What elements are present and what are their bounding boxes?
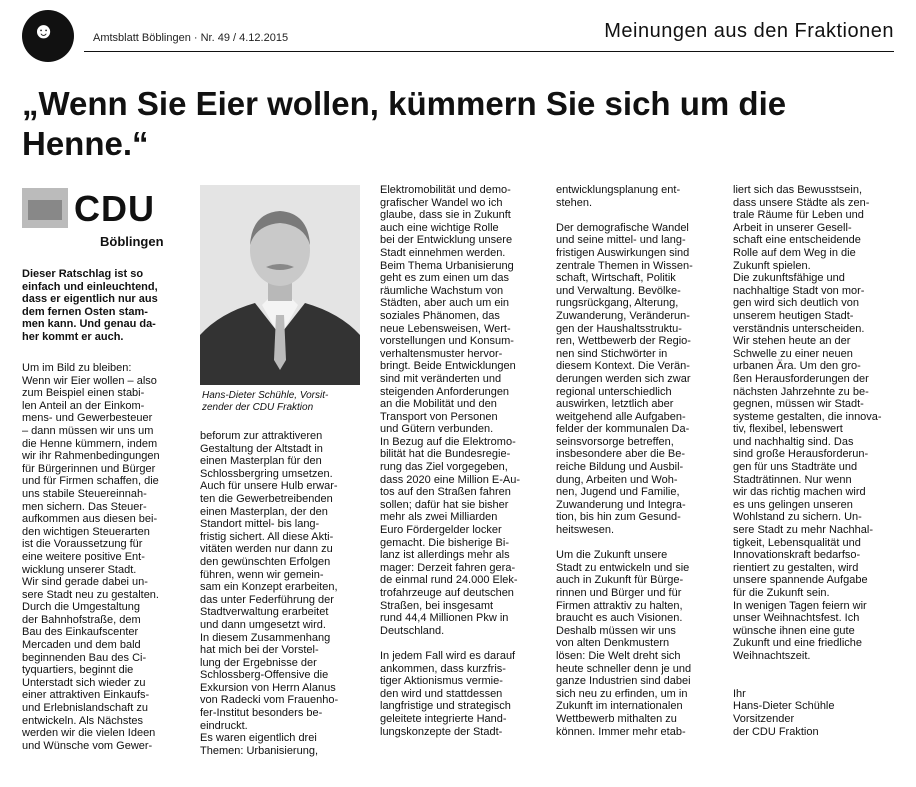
- photo-caption: Hans-Dieter Schühle, Vorsit- zender der CDU Fraktion: [202, 390, 329, 413]
- building-image: [22, 188, 68, 228]
- party-place: Böblingen: [100, 234, 164, 249]
- column-4-text: entwicklungsplanung ent- stehen. Der demografische Wandel und seine mittel- und lang- fristigen Auswirkungen sind zentrale Themen in Wissen- schaft, Wirtschaft, Politik und Verwaltung. Bevölke- rungsrückgang, Alterung, Zuwanderung, Veränderun- gen der Haushaltsstruktu- ren, Wettbewerb der Regio- nen sind Stichwörter in diesem Kontext. Die Verän- derungen werden sich zwar regional unterschiedlich auswirken, letztlich aber weitgehend alle Aufgaben- felder der kommunalen Da- seinsvorsorge betreffen, insbesondere aber die Be- reiche Bildung und Ausbil- dung, Arbeiten und Woh- nen, Jugend und Familie, Zuwanderung und Integra- tion, bis hin zum Gesund- heitswesen. Um die Zukunft unsere Stadt zu entwickeln und sie auch in Zukunft für Bürge- rinnen und Bürger und für Firmen attraktiv zu halten, braucht es auch Visionen. Deshalb müssen wir uns von alten Denkmustern lösen: Die Welt dreht sich heute schneller denn je und ganze Industrien sind dabei sich neu zu erfinden, um in Zukunft im internationalen Wettbewerb mithalten zu können. Immer mehr etab-: [556, 184, 693, 738]
- party-name: CDU: [74, 188, 155, 229]
- section-title: Meinungen aus den Fraktionen: [604, 20, 894, 42]
- column-2-text: beforum zur attraktiveren Gestaltung der Altstadt in einen Masterplan für den Schlossbergring umsetzen. Auch für unsere Hulb erwar- ten die Gewerbetreibenden einen Masterplan, der den Standort mittel- bis lang- fristig sichert. All diese Akti- vitäten werden nur dann zu den gewünschten Erfolgen führen, wenn wir gemein- sam ein Konzept erarbeiten, das unter Federführung der Stadtverwaltung erarbeitet und dann umgesetzt wird. In diesem Zusammenhang hat mich bei der Vorstel- lung der Ergebnisse der Schlossberg-Offensive die Exkursion von Herrn Alanus von Radecki vom Frauenho- fer-Institut besonders be- eindruckt. Es waren eigentlich drei Themen: Urbanisierung,: [200, 430, 339, 757]
- header-rule: [84, 51, 894, 52]
- publication-info: Amtsblatt Böblingen · Nr. 49 / 4.12.2015: [93, 32, 289, 44]
- column-3-text: Elektromobilität und demo- grafischer Wandel wo ich glaube, dass sie in Zukunft auch eine wichtige Rolle bei der Entwicklung unsere Stadt einnehmen werden. Beim Thema Urbanisierung geht es zum einen um das räumliche Wachstum von Städten, aber auch um ein soziales Phänomen, das neue Lebensweisen, Wert- vorstellungen und Konsum- verhaltensmuster hervor- bringt. Beide Entwicklungen sind mit veränderten und steigenden Anforderungen an die Mobilität und den Transport von Personen und Gütern verbunden. In Bezug auf die Elektromo- bilität hat die Bundesregie- rung das Ziel vorgegeben, dass 2020 eine Million E-Au- tos auf den Straßen fahren sollen; dafür hat sie bisher mehr als zwei Milliarden Euro Fördergelder locker gemacht. Die bisherige Bi- lanz ist allerdings mehr als mager: Derzeit fahren gera- de einmal rund 24.000 Elek- trofahrzeuge auf deutschen Straßen, bei insgesamt rund 44,4 Millionen Pkw in Deutschland. In jedem Fall wird es darauf ankommen, dass kurzfris- tiger Aktionismus vermie- den wird und stattdessen langfristige und strategisch geleitete integrierte Hand- lungskonzepte der Stadt-: [380, 184, 521, 738]
- portrait-icon: [200, 185, 360, 385]
- author-photo: [200, 185, 360, 385]
- lead-paragraph: Dieser Ratschlag ist so einfach und einleuchtend, dass er eigentlich nur aus dem fernen Osten stam- men kann. Und genau da- her kommt er auch.: [22, 268, 158, 343]
- party-logo: [22, 188, 182, 248]
- headline: „Wenn Sie Eier wollen, kümmern Sie sich um die Henne.“: [22, 85, 787, 162]
- smiley-icon: ☻: [32, 18, 56, 43]
- column-1-text: Um im Bild zu bleiben: Wenn wir Eier wollen – also zum Beispiel einen stabi- len Anteil an der Einkom- mens- und Gewerbesteuer – dann müssen wir uns um die Henne kümmern, indem wir ihr Rahmenbedingungen für Bürgerinnen und Bürger und für Firmen schaffen, die uns stabile Steuereinnah- men sichern. Das Steuer- aufkommen aus diesen bei- den wichtigen Steuerarten ist die Voraussetzung für eine weitere positive Ent- wicklung unserer Stadt. Wir sind gerade dabei un- sere Stadt neu zu gestalten. Durch die Umgestaltung der Bahnhofstraße, dem Bau des Einkaufscenter Mercaden und dem bald beginnenden Bau des Ci- tyquartiers, beginnt die Unterstadt sich wieder zu einer attraktiven Einkaufs- und Erlebnislandschaft zu entwickeln. Als Nächstes werden wir die vielen Ideen und Wünsche vom Gewer-: [22, 362, 160, 752]
- publication-logo: [22, 10, 74, 62]
- column-5-text: liert sich das Bewusstsein, dass unsere Städte als zen- trale Räume für Leben und Arbeit in unserer Gesell- schaft eine entscheidende Rolle auf dem Weg in die Zukunft spielen. Die zukunftsfähige und nachhaltige Stadt von mor- gen wird sich deutlich von unserem heutigen Stadt- verständnis unterscheiden. Wir stehen heute an der Schwelle zu einer neuen urbanen Ära. Um den gro- ßen Herausforderungen der nächsten Jahrzehnte zu be- gegnen, müssen wir Stadt- systeme gestalten, die innova- tiv, flexibel, lebenswert und nachhaltig sind. Das sind große Herausforderun- gen für uns Stadträte und Stadträtinnen. Nur wenn wir das richtig machen wird es uns gelingen unseren Wohlstand zu sichern. Un- sere Stadt zu mehr Nachhal- tigkeit, Lebensqualität und Innovationskraft bedarfso- rientiert zu gestalten, wird unsere spannende Aufgabe für die Zukunft sein. In wenigen Tagen feiern wir unser Weihnachtsfest. Ich wünsche ihnen eine gute Zukunft und eine friedliche Weihnachtszeit. Ihr Hans-Dieter Schühle Vorsitzender der CDU Fraktion: [733, 184, 882, 738]
